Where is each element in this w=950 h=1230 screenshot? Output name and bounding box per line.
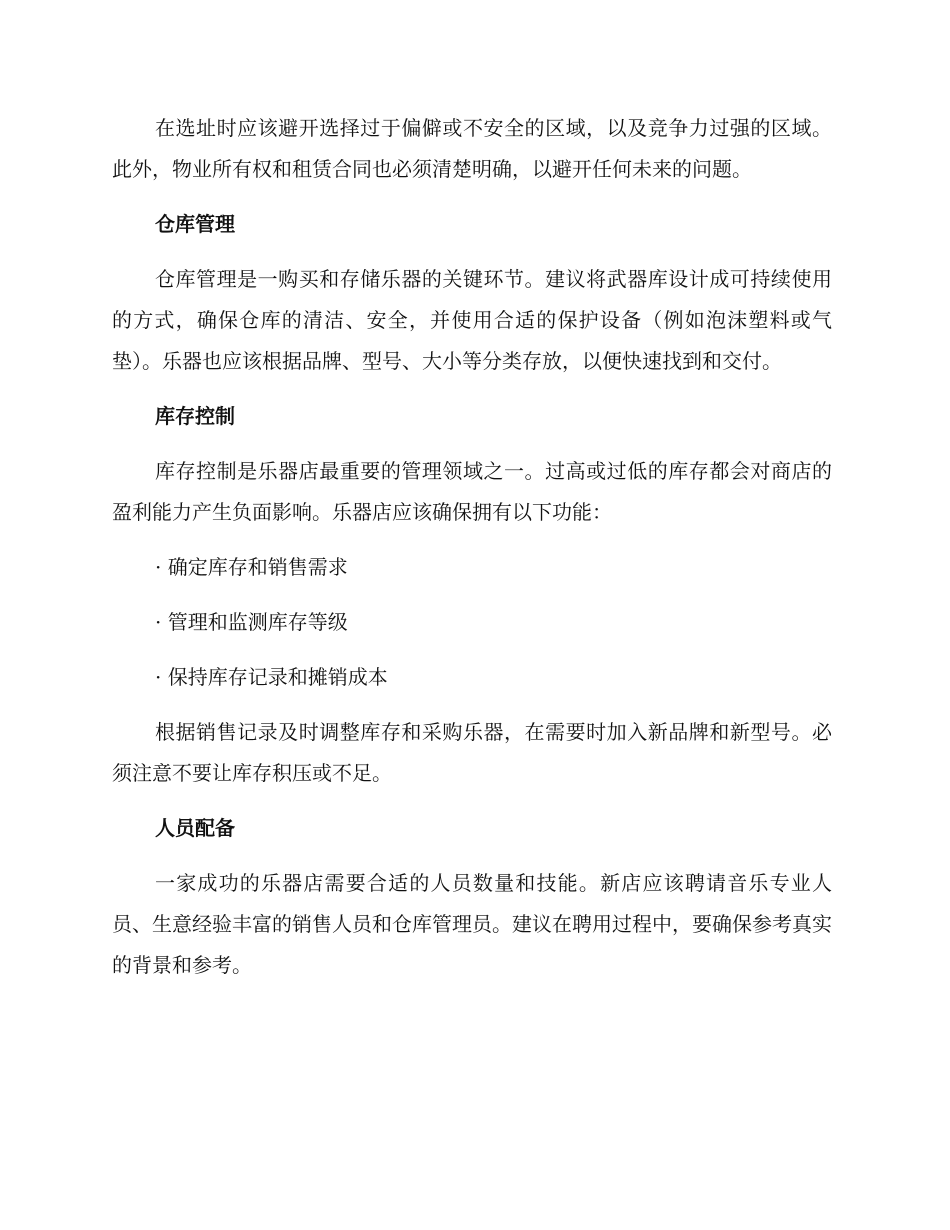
inventory-bullet-1: · 确定库存和销售需求 xyxy=(155,555,348,579)
intro-paragraph: 在选址时应该避开选择过于偏僻或不安全的区域，以及竞争力过强的区域。此外，物业所有权和租赁合同也必须清楚明确，以避开任何未来的问题。 xyxy=(112,116,832,181)
document-page xyxy=(112,108,832,1000)
inventory-bullet-2: · 管理和监测库存等级 xyxy=(155,610,348,634)
warehouse-paragraph: 仓库管理是一购买和存储乐器的关键环节。建议将武器库设计成可持续使用的方式，确保仓库的清洁、安全，并使用合适的保护设备（例如泡沫塑料或气垫）。乐器也应该根据品牌、型号、大小等分类存放，以便快速找到和交付。 xyxy=(112,267,832,373)
staffing-paragraph: 一家成功的乐器店需要合适的人员数量和技能。新店应该聘请音乐专业人员、生意经验丰富的销售人员和仓库管理员。建议在聘用过程中，要确保参考真实的背景和参考。 xyxy=(112,871,832,977)
section-heading-warehouse: 仓库管理 xyxy=(155,212,235,236)
inventory-paragraph: 库存控制是乐器店最重要的管理领域之一。过高或过低的库存都会对商店的盈利能力产生负面影响。乐器店应该确保拥有以下功能： xyxy=(112,459,832,524)
inventory-bullet-3: · 保持库存记录和摊销成本 xyxy=(155,665,388,689)
section-heading-inventory: 库存控制 xyxy=(155,404,235,428)
inventory-closing-paragraph: 根据销售记录及时调整库存和采购乐器，在需要时加入新品牌和新型号。必须注意不要让库存积压或不足。 xyxy=(112,720,832,785)
section-heading-staffing: 人员配备 xyxy=(155,816,235,840)
